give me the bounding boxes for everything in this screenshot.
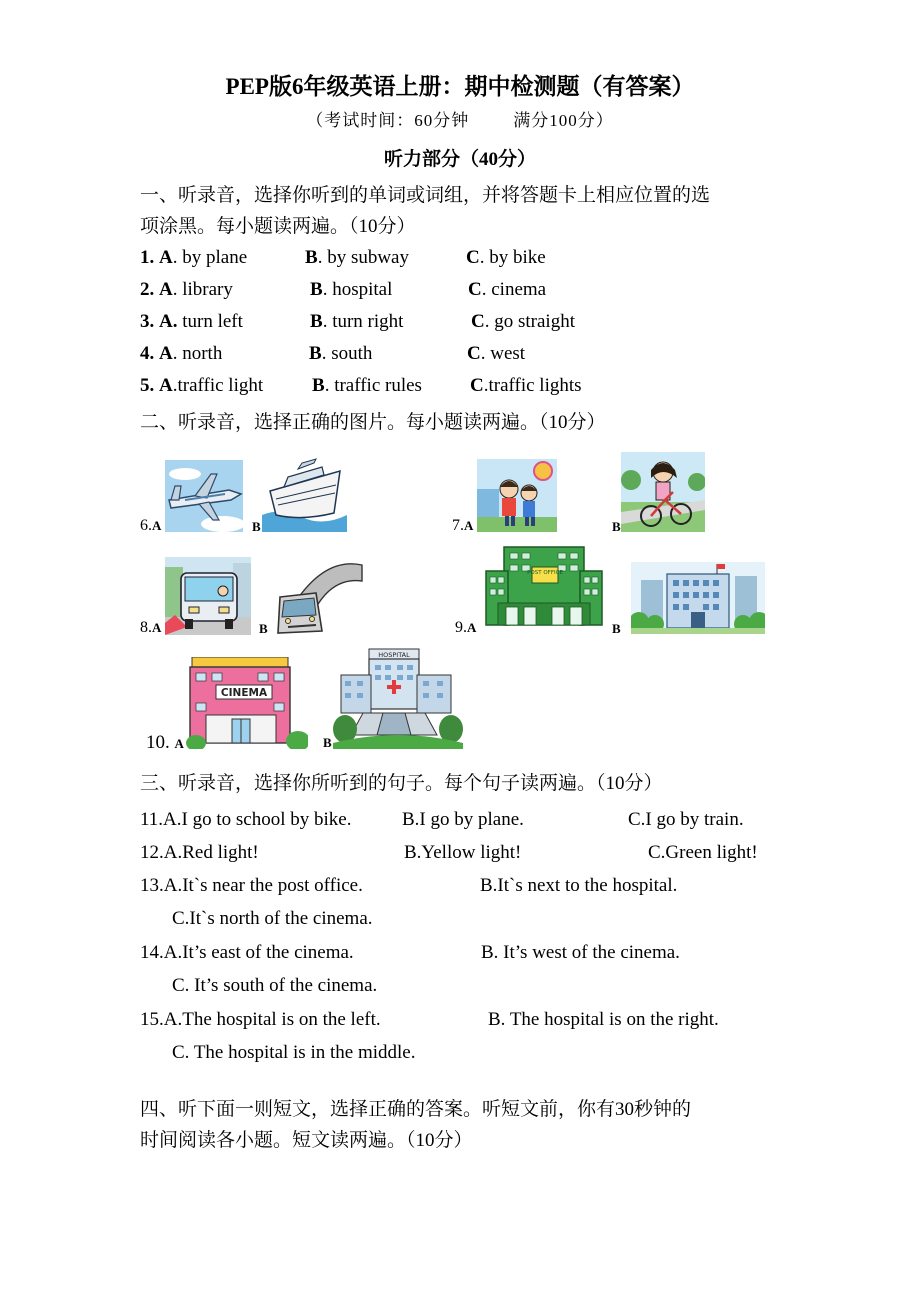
q1-option-b: B. by subway (305, 247, 409, 268)
part3-instruction: 三、听录音，选择你所听到的句子。每个句子读两遍。（10分） (140, 773, 663, 794)
q5-option-a: 5. A.traffic light (140, 375, 264, 396)
exam-time: （考试时间：60分钟 (306, 111, 470, 130)
ship-picture (262, 457, 347, 532)
exam-info (0, 106, 920, 131)
q14-option-c: C. It’s south of the cinema. (172, 975, 378, 996)
item-8-b-label: B (259, 621, 268, 636)
page-title: PEP版6年级英语上册：期中检测题（有答案） (225, 74, 695, 99)
q1-option-a: 1. A. by plane (140, 247, 248, 268)
cinema-sign: CINEMA (220, 687, 268, 699)
train-picture (276, 557, 364, 635)
q15-option-a: 15.A.The hospital is on the left. (140, 1009, 381, 1030)
item-7-label: 7.A (452, 517, 474, 534)
q15-option-c: C. The hospital is in the middle. (172, 1042, 416, 1063)
q4-option-a: 4. A. north (140, 343, 223, 364)
q3-option-a: 3. A. turn left (140, 311, 243, 332)
airplane-picture (165, 460, 243, 532)
q12-option-a: 12.A.Red light! (140, 842, 259, 863)
q4-option-c: C. west (467, 343, 526, 364)
q5-option-b: B. traffic rules (312, 375, 422, 396)
q13-option-c: C.It`s north of the cinema. (172, 908, 373, 929)
q11-option-c: C.I go by train. (628, 809, 744, 830)
item-6-label: 6.A (140, 517, 162, 534)
part4-instruction-line1: 四、听下面一则短文，选择正确的答案。听短文前，你有30秒钟的 (140, 1099, 692, 1120)
part1-instruction-line2: 项涂黑。每小题读两遍。（10分） (140, 216, 416, 237)
q2-option-a: 2. A. library (140, 279, 233, 300)
q2-option-c: C. cinema (468, 279, 547, 300)
girl-on-bike-picture (621, 452, 705, 532)
q12-option-c: C.Green light! (648, 842, 758, 863)
listening-heading: 听力部分（40分） (383, 149, 536, 170)
part2-instruction: 二、听录音，选择正确的图片。每小题读两遍。（10分） (140, 412, 606, 433)
q15-option-b: B. The hospital is on the right. (488, 1009, 719, 1030)
q14-option-b: B. It’s west of the cinema. (481, 942, 680, 963)
item-10-label: 10. A (146, 732, 184, 753)
q3-option-c: C. go straight (471, 311, 575, 332)
post-office-sign: POST OFFICE (527, 570, 563, 576)
item-7-b-label: B (612, 519, 621, 534)
school-building-picture (631, 562, 765, 634)
q4-option-b: B. south (309, 343, 373, 364)
item-9-b-label: B (612, 621, 621, 636)
q11-option-a: 11.A.I go to school by bike. (140, 809, 352, 830)
cinema-picture (186, 657, 308, 749)
walking-children-picture (477, 459, 557, 532)
part1-instruction-line1: 一、听录音，选择你听到的单词或词组，并将答题卡上相应位置的选 (140, 185, 711, 206)
q13-option-b: B.It`s next to the hospital. (480, 875, 678, 896)
q11-option-b: B.I go by plane. (402, 809, 524, 830)
item-9-label: 9.A (455, 619, 477, 636)
q14-option-a: 14.A.It’s east of the cinema. (140, 942, 354, 963)
hospital-sign: HOSPITAL (378, 651, 410, 659)
item-10-b-label: B (323, 735, 332, 750)
post-office-picture (484, 545, 604, 629)
hospital-picture (333, 645, 463, 749)
q13-option-a: 13.A.It`s near the post office. (140, 875, 363, 896)
bus-picture (165, 557, 251, 635)
part4-instruction-line2: 时间阅读各小题。短文读两遍。（10分） (140, 1130, 473, 1151)
full-marks: 满分100分） (513, 111, 614, 130)
q5-option-c: C.traffic lights (470, 375, 582, 396)
item-6-b-label: B (252, 519, 261, 534)
q1-option-c: C. by bike (466, 247, 546, 268)
q3-option-b: B. turn right (310, 311, 404, 332)
q12-option-b: B.Yellow light! (404, 842, 522, 863)
item-8-label: 8.A (140, 619, 162, 636)
q2-option-b: B. hospital (310, 279, 393, 300)
